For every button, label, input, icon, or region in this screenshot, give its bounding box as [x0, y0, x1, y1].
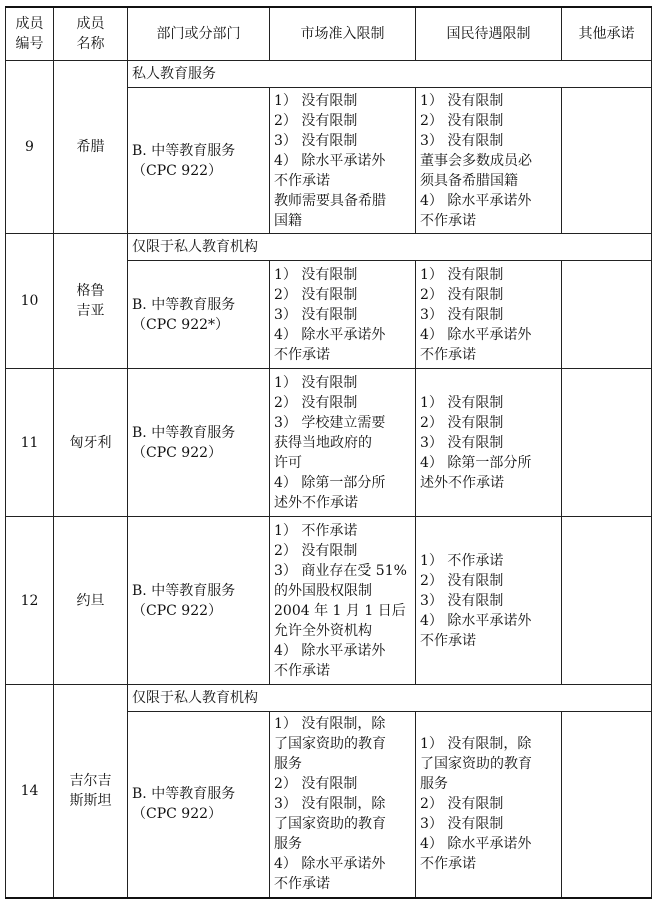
member-name: 吉尔吉 斯斯坦 — [54, 685, 128, 898]
member-no: 10 — [6, 234, 54, 369]
header-member-no: 成员 编号 — [6, 7, 54, 61]
header-market-access: 市场准入限制 — [270, 7, 416, 61]
market-access-cell: 1） 没有限制 2） 没有限制 3） 学校建立需要 获得当地政府的 许可 4） 除第一部分所 述外不作承诺 — [270, 369, 416, 517]
other-commitments-cell — [562, 369, 652, 517]
national-treatment-cell: 1） 没有限制 2） 没有限制 3） 没有限制 董事会多数成员必 须具备希腊国籍 4） 除水平承诺外 不作承诺 — [416, 88, 562, 234]
member-no: 14 — [6, 685, 54, 898]
sector-cell: B. 中等教育服务 （CPC 922） — [128, 517, 270, 685]
table-row — [6, 234, 652, 261]
row-note: 私人教育服务 — [128, 61, 652, 88]
other-commitments-cell — [562, 88, 652, 234]
national-treatment-cell: 1） 没有限制 2） 没有限制 3） 没有限制 4） 除第一部分所 述外不作承诺 — [416, 369, 562, 517]
header-national-treatment: 国民待遇限制 — [416, 7, 562, 61]
sector-cell: B. 中等教育服务 （CPC 922） — [128, 369, 270, 517]
other-commitments-cell — [562, 517, 652, 685]
member-no: 9 — [6, 61, 54, 234]
member-name: 匈牙利 — [54, 369, 128, 517]
national-treatment-cell: 1） 不作承诺 2） 没有限制 3） 没有限制 4） 除水平承诺外 不作承诺 — [416, 517, 562, 685]
other-commitments-cell — [562, 261, 652, 369]
market-access-cell: 1） 不作承诺 2） 没有限制 3） 商业存在受 51% 的外国股权限制 2004 年 1 月 1 日后 允许全外资机构 4） 除水平承诺外 不作承诺 — [270, 517, 416, 685]
sector-cell: B. 中等教育服务 （CPC 922*） — [128, 261, 270, 369]
table-row — [6, 685, 652, 712]
national-treatment-cell: 1） 没有限制，除 了国家资助的教育 服务 2） 没有限制 3） 没有限制 4） 除水平承诺外 不作承诺 — [416, 712, 562, 898]
member-name: 格鲁 吉亚 — [54, 234, 128, 369]
member-no: 12 — [6, 517, 54, 685]
market-access-cell: 1） 没有限制，除 了国家资助的教育 服务 2） 没有限制 3） 没有限制，除 了国家资助的教育 服务 4） 除水平承诺外 不作承诺 — [270, 712, 416, 898]
market-access-cell: 1） 没有限制 2） 没有限制 3） 没有限制 4） 除水平承诺外 不作承诺 教师需要具备希腊 国籍 — [270, 88, 416, 234]
table-row — [6, 369, 652, 517]
member-name: 约旦 — [54, 517, 128, 685]
other-commitments-cell — [562, 712, 652, 898]
member-name: 希腊 — [54, 61, 128, 234]
table-row — [6, 61, 652, 88]
row-note: 仅限于私人教育机构 — [128, 685, 652, 712]
sector-cell: B. 中等教育服务 （CPC 922） — [128, 88, 270, 234]
sector-cell: B. 中等教育服务 （CPC 922） — [128, 712, 270, 898]
table-row — [6, 517, 652, 685]
national-treatment-cell: 1） 没有限制 2） 没有限制 3） 没有限制 4） 除水平承诺外 不作承诺 — [416, 261, 562, 369]
header-other-commitments: 其他承诺 — [562, 7, 652, 61]
market-access-cell: 1） 没有限制 2） 没有限制 3） 没有限制 4） 除水平承诺外 不作承诺 — [270, 261, 416, 369]
commitments-table — [5, 6, 652, 899]
header-member-name: 成员 名称 — [54, 7, 128, 61]
row-note: 仅限于私人教育机构 — [128, 234, 652, 261]
member-no: 11 — [6, 369, 54, 517]
table-header-row — [6, 7, 652, 61]
header-sector: 部门或分部门 — [128, 7, 270, 61]
